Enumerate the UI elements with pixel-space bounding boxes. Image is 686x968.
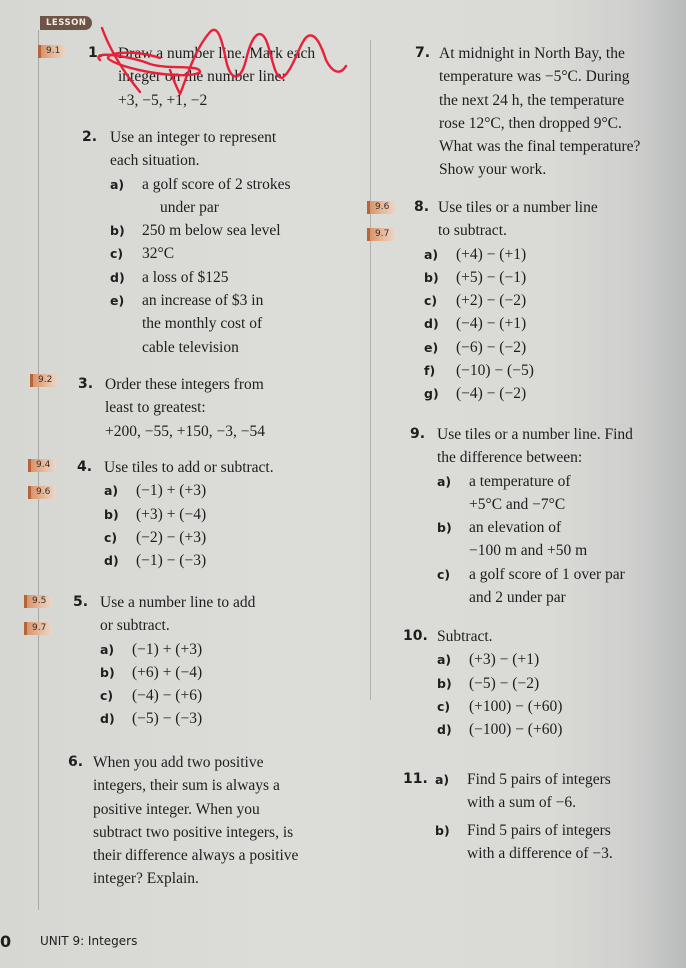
part-label: b)	[437, 520, 452, 536]
lesson-badge-9-4: 9.4	[28, 459, 56, 472]
part-label: e)	[110, 293, 125, 309]
lesson-badge-9-6-right: 9.6	[367, 201, 395, 214]
part-label: a)	[437, 652, 452, 668]
part-text: +5°C and −7°C	[469, 495, 566, 513]
part-e	[424, 336, 598, 359]
part-text: a temperature of	[469, 472, 571, 490]
part-label: c)	[424, 293, 438, 309]
lesson-badge-9-1: 9.1	[38, 45, 66, 58]
expression: (+3) + (−4)	[136, 505, 207, 523]
part-text: a golf score of 2 strokes	[142, 175, 291, 193]
expression: (+2) − (−2)	[456, 292, 527, 310]
question-text: integer on the number line:	[118, 68, 286, 86]
question-number: 9.	[410, 426, 426, 442]
question-4	[77, 456, 274, 572]
part-label: a)	[100, 641, 115, 657]
question-text: rose 12°C, then dropped 9°C.	[439, 114, 622, 132]
part-label: d)	[104, 553, 119, 569]
part-label: b)	[104, 506, 119, 522]
expression: (−10) − (−5)	[456, 362, 534, 380]
part-d	[110, 266, 291, 289]
question-values: +200, −55, +150, −3, −54	[105, 422, 265, 440]
question-text: subtract two positive integers, is	[93, 823, 294, 841]
part-label: a)	[104, 483, 119, 499]
part-label: c)	[437, 566, 451, 582]
part-label: c)	[437, 698, 451, 714]
question-text: Show your work.	[439, 161, 547, 179]
expression: (+6) + (−4)	[132, 663, 203, 681]
question-text: Subtract.	[437, 628, 493, 645]
part-f	[424, 359, 598, 382]
part-label: c)	[104, 529, 118, 545]
lesson-badge-9-7-right: 9.7	[367, 228, 395, 241]
expression: (−5) − (−2)	[469, 674, 540, 692]
part-b	[437, 516, 633, 563]
part-label: b)	[435, 822, 450, 838]
part-text: cable television	[142, 338, 239, 356]
expression: (+5) − (−1)	[456, 268, 527, 286]
question-text: Use an integer to represent	[110, 129, 277, 146]
part-d	[100, 707, 255, 730]
part-label: b)	[424, 269, 439, 285]
part-label: a)	[437, 473, 452, 489]
expression: (−5) − (−3)	[132, 710, 203, 728]
question-2	[82, 126, 291, 359]
part-c	[110, 242, 291, 265]
part-label: d)	[110, 269, 125, 285]
part-text: an increase of $3 in	[142, 292, 264, 310]
question-text: positive integer. When you	[93, 800, 260, 818]
part-text: an elevation of	[469, 519, 562, 537]
question-text: their difference always a positive	[93, 847, 299, 865]
question-number: 7.	[415, 45, 431, 61]
question-values: +3, −5, +1, −2	[118, 91, 208, 109]
column-divider	[370, 40, 371, 700]
expression: (−100) − (+60)	[469, 721, 563, 739]
question-text: temperature was −5°C. During	[439, 68, 630, 86]
part-label: c)	[110, 246, 124, 262]
question-text: At midnight in North Bay, the	[439, 45, 625, 62]
part-a	[110, 173, 291, 220]
part-d	[437, 718, 562, 741]
part-b	[100, 661, 255, 684]
part-text: under par	[160, 198, 219, 216]
question-text: Draw a number line. Mark each	[118, 45, 316, 62]
part-label: f)	[424, 363, 436, 379]
part-c	[437, 695, 562, 718]
question-11	[403, 768, 613, 865]
question-text: Use a number line to add	[100, 594, 256, 611]
part-label: g)	[424, 386, 439, 402]
part-label: e)	[424, 339, 439, 355]
part-text: a golf score of 1 over par	[469, 565, 625, 583]
question-8	[414, 196, 598, 406]
question-text: What was the final temperature?	[439, 138, 641, 156]
part-a	[437, 648, 562, 671]
part-label: a)	[435, 772, 450, 787]
part-label: b)	[110, 223, 125, 239]
question-text: integer? Explain.	[93, 870, 199, 888]
question-number: 5.	[73, 594, 89, 610]
question-text: When you add two positive	[93, 754, 264, 771]
part-b	[104, 503, 274, 526]
question-3	[78, 373, 265, 443]
part-text: and 2 under par	[469, 589, 566, 607]
expression: (+4) − (+1)	[456, 245, 527, 263]
part-b	[435, 819, 613, 866]
part-b	[110, 219, 291, 242]
lesson-badge-9-6: 9.6	[28, 486, 56, 499]
part-a	[424, 243, 598, 266]
part-a	[100, 638, 255, 661]
part-text: the monthly cost of	[142, 315, 263, 333]
part-b	[424, 266, 598, 289]
question-text: Use tiles to add or subtract.	[104, 459, 274, 476]
expression: (−4) − (−2)	[456, 385, 527, 403]
question-number: 2.	[82, 129, 98, 145]
question-7	[415, 42, 640, 182]
question-text: or subtract.	[100, 617, 170, 635]
part-label: d)	[437, 722, 452, 738]
part-e	[110, 289, 291, 359]
expression: (−2) − (+3)	[136, 528, 207, 546]
part-c	[424, 289, 598, 312]
expression: (−1) − (−3)	[136, 552, 207, 570]
lesson-tab: LESSON	[40, 16, 92, 30]
question-number: 8.	[414, 199, 430, 215]
part-label: b)	[100, 664, 115, 680]
lesson-badge-9-2: 9.2	[30, 374, 58, 387]
part-d	[424, 312, 598, 335]
part-c	[100, 684, 255, 707]
question-text: Use tiles or a number line. Find	[437, 426, 633, 443]
part-label: a)	[110, 176, 125, 192]
question-text: each situation.	[110, 152, 200, 170]
part-label: d)	[424, 316, 439, 332]
question-6	[68, 751, 298, 891]
question-5	[73, 591, 255, 731]
question-text: to subtract.	[438, 222, 507, 240]
question-text: Order these integers from	[105, 376, 264, 393]
question-number: 1.	[88, 45, 104, 61]
expression: (−6) − (−2)	[456, 338, 527, 356]
question-1	[90, 42, 315, 112]
lesson-badge-9-7: 9.7	[24, 622, 52, 635]
question-text: integers, their sum is always a	[93, 777, 280, 795]
question-10	[403, 625, 562, 741]
part-label: b)	[437, 675, 452, 691]
question-number: 6.	[68, 754, 84, 770]
question-number: 4.	[77, 459, 93, 475]
unit-title: UNIT 9: Integers	[40, 934, 138, 948]
part-text: with a sum of −6.	[467, 794, 577, 812]
expression: (−1) + (+3)	[136, 482, 207, 500]
part-text: Find 5 pairs of integers	[467, 821, 611, 839]
question-text: Use tiles or a number line	[438, 199, 598, 216]
part-label: d)	[100, 711, 115, 727]
part-text: Find 5 pairs of integers	[467, 771, 611, 788]
part-c	[437, 563, 633, 610]
part-label: a)	[424, 246, 439, 262]
page-number: 0	[0, 932, 12, 951]
part-a	[104, 479, 274, 502]
part-text: a loss of $125	[142, 268, 229, 286]
part-a	[435, 768, 613, 815]
expression: (+3) − (+1)	[469, 651, 540, 669]
part-text: 32°C	[142, 245, 175, 263]
part-label: c)	[100, 688, 114, 704]
part-c	[104, 526, 274, 549]
question-9	[410, 423, 633, 609]
question-number: 3.	[78, 376, 94, 392]
expression: (−4) − (+1)	[456, 315, 527, 333]
part-a	[437, 470, 633, 517]
expression: (−1) + (+3)	[132, 640, 203, 658]
part-g	[424, 382, 598, 405]
expression: (−4) − (+6)	[132, 687, 203, 705]
question-text: the next 24 h, the temperature	[439, 91, 625, 109]
question-number: 10.	[403, 628, 428, 644]
question-number: 11.	[403, 771, 428, 787]
question-text: least to greatest:	[105, 399, 206, 417]
part-text: 250 m below sea level	[142, 222, 281, 240]
question-text: the difference between:	[437, 449, 583, 467]
lesson-badge-9-5: 9.5	[24, 595, 52, 608]
part-text: with a difference of −3.	[467, 844, 613, 862]
part-text: −100 m and +50 m	[469, 542, 588, 560]
part-b	[437, 672, 562, 695]
expression: (+100) − (+60)	[469, 697, 563, 715]
part-d	[104, 549, 274, 572]
